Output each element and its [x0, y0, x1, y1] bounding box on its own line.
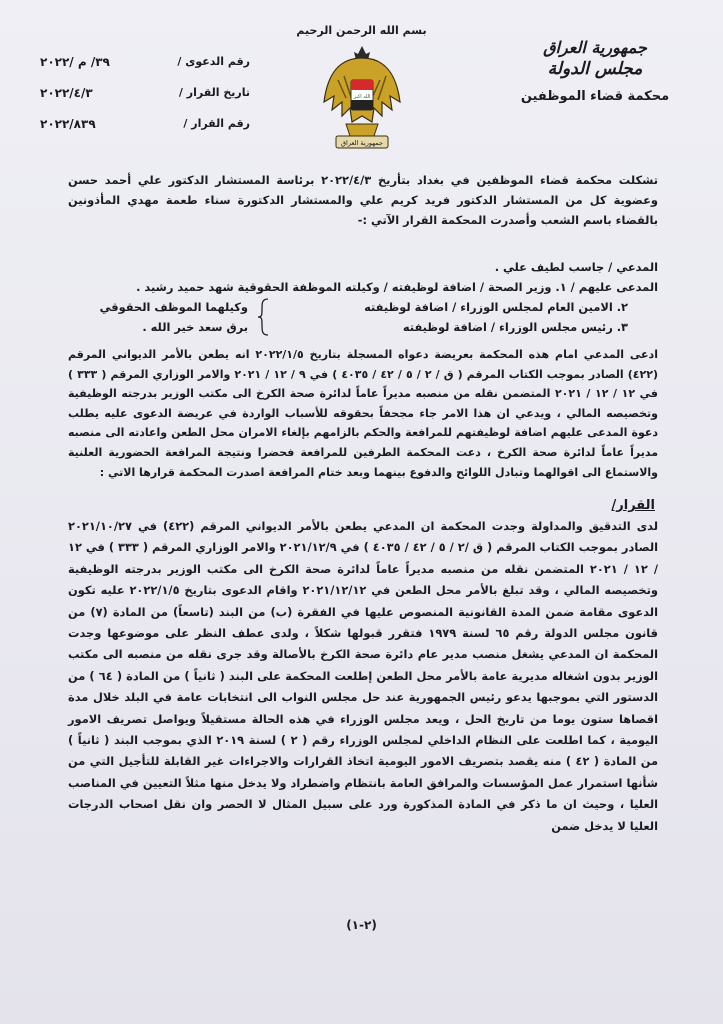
decision-number-label: رقم القرار /: [183, 117, 250, 130]
court-header: [515, 38, 675, 104]
decision-paragraph: لدى التدقيق والمداولة وجدت المحكمة ان المدعي يطعن بالأمر الديواني المرقم (٤٢٢) في ٢٠٢١/١٠/٢٧ الصادر بموجب الكتاب المرقم ( ق /٢ / ٥ / ٤٢ / ٤٠٣٥ ) في ٢٠٢١/١٢/٩ والامر الوزاري المرقم ( ٣٣٣ ) في ١٢ / ١٢ / ٢٠٢١ المتضمن نقله من منصبه مديراً عاماً لدائرة صحة الكرخ الى مكتب الوزير بدرجته الوظيفية وتخصيصه المالي ، وقد تبلغ بالأمر محل الطعن في ٢٠٢١/١٢/١٢ واقام الدعوى بتاريخ ٢٠٢٢/١/٥ عليه تكون الدعوى مقامة ضمن المدة القانونية المنصوص عليها في الفقرة (ب) من البند (تاسعاً) من المادة (٧) من قانون مجلس الدولة رقم ٦٥ لسنة ١٩٧٩ فتقرر قبولها شكلاً ، ولدى عطف النظر على موضوعها وجدت المحكمة ان المدعي يشغل منصب مدير عام دائرة صحة الكرخ بالأصالة وقد جرى نقله من منصبه الى مكتب الوزير بدون اشغاله مديرية عامة بالأمر محل الطعن إطلعت المحكمة على البند ( ثانياً ) من المادة ( ٦٤ ) من الدستور التي بموجبها يدعو رئيس الجمهورية عند حل مجلس النواب الى انتخابات عامة في البلد خلال مدة اقصاها ستون يوما من تاريخ الحل ، ويعد مجلس الوزراء في هذه الحالة مستقيلاً ويواصل تصريف الامور اليومية ، كما اطلعت على النظام الداخلي لمجلس الوزراء رقم ( ٢ ) لسنة ٢٠١٩ الذي بموجب البند ( ثانياً ) من المادة ( ٤٢ ) منه يقصد بتصريف الامور اليومية اتخاذ القرارات والاجراءات غير القابلة للتأجيل التي من شأنها استمرار عمل المؤسسات والمرافق العامة بانتظام واضطراد ولا يدخل منها مثلاً التعيين في المناصب العليا ، وحيث ان ما ذكر في المادة المذكورة ورد على سبيل المثال لا الحصر وان نقل اصحاب الدرجات العليا لا يدخل ضمن: [68, 519, 659, 833]
court-formation-paragraph: تشكلت محكمة قضاء الموظفين في بغداد بتأريخ ٢٠٢٢/٤/٣ برئاسة المستشار الدكتور علي أحمد حسن وعضوية كل من المستشار الدكتور فريد كريم علي والمستشار الدكتورة سناء طعمة مهدي المأذونين بالقضاء باسم الشعب وأصدرت المحكمة القرار الآتي :-: [68, 173, 658, 227]
case-number-row: [40, 46, 250, 77]
case-metadata: [40, 46, 250, 139]
council-name: مجلس الدولة: [547, 59, 643, 79]
agent-name: برق سعد خير الله .: [142, 320, 248, 334]
decision-number-value: ٢٠٢٢/٨٣٩: [40, 116, 96, 131]
defendant-1-line: المدعى عليهم / ١. وزير الصحة / اضافة لوظيفته / وكيلته الموظفة الحقوقية شهد حميد رشيد .: [136, 280, 658, 294]
decision-number-row: [40, 108, 250, 139]
brace-icon: [256, 297, 270, 337]
country-name: جمهورية العراق: [543, 38, 647, 57]
claim-paragraph: ادعى المدعي امام هذه المحكمة بعريضة دعواه المسجلة بتاريخ ٢٠٢٢/١/٥ انه يطعن بالأمر الديواني المرقم (٤٢٢) الصادر بموجب الكتاب المرقم ( ق / ٢ / ٥ / ٤٢ / ٤٠٣٥ ) في ٩ / ١٢ / ٢٠٢١ والامر الوزاري المرقم ( ٣٣٣ ) في ١٢ / ١٢ / ٢٠٢١ المتضمن نقله من منصبه مديراً عاماً لدائرة صحة الكرخ الى مكتب الوزير بدرجته الوظيفية وتخصيصه المالي ، ويدعي ان هذا الامر جاء مجحفاً بحقوقه للأسباب الواردة في عريضة الدعوى عليه يطلب دعوة المدعى عليهم اضافة لوظيفتهم للمرافعة والحكم بالزامهم بإلغاء الامران محل الطعن واعادته الى منصبه مديراً عاماً لدائرة صحة الكرخ ، دعت المحكمة الطرفين للمرافعة فحضرا ونتيجة المرافعة الحضورية العلنية والاستماع الى اقوالهما وتبادل اللوائح والدفوع بينهما وبعد ختام المرافعة اصدرت المحكمة قرارها الاتي :: [68, 348, 658, 479]
emblem-banner-text: جمهورية العراق: [341, 139, 383, 147]
case-number-label: رقم الدعوى /: [177, 55, 250, 68]
court-name: محكمة قضاء الموظفين: [520, 89, 670, 104]
parties-block: [68, 257, 658, 337]
decision-heading: القرار/: [611, 498, 655, 513]
svg-text:الله اكبر: الله اكبر: [353, 94, 371, 100]
defendant-3-line: ٣. رئيس مجلس الوزراء / اضافة لوظيفته: [402, 320, 628, 334]
defendant-2-line: ٢. الامين العام لمجلس الوزراء / اضافة لوظيفته: [364, 300, 628, 314]
iraq-eagle-emblem-icon: [322, 40, 402, 152]
agent-title: وكيلهما الموظف الحقوقي: [99, 300, 248, 314]
page-number: (٢-١): [346, 918, 377, 932]
decision-date-row: [40, 77, 250, 108]
plaintiff-line: المدعي / جاسب لطيف علي .: [494, 260, 658, 274]
decision-date-value: ٢٠٢٢/٤/٣: [40, 85, 93, 100]
decision-date-label: تاريخ القرار /: [178, 86, 250, 99]
case-number-value: ٣٩/ م /٢٠٢٢: [40, 54, 110, 69]
basmala: بسم الله الرحمن الرحيم: [296, 24, 427, 37]
